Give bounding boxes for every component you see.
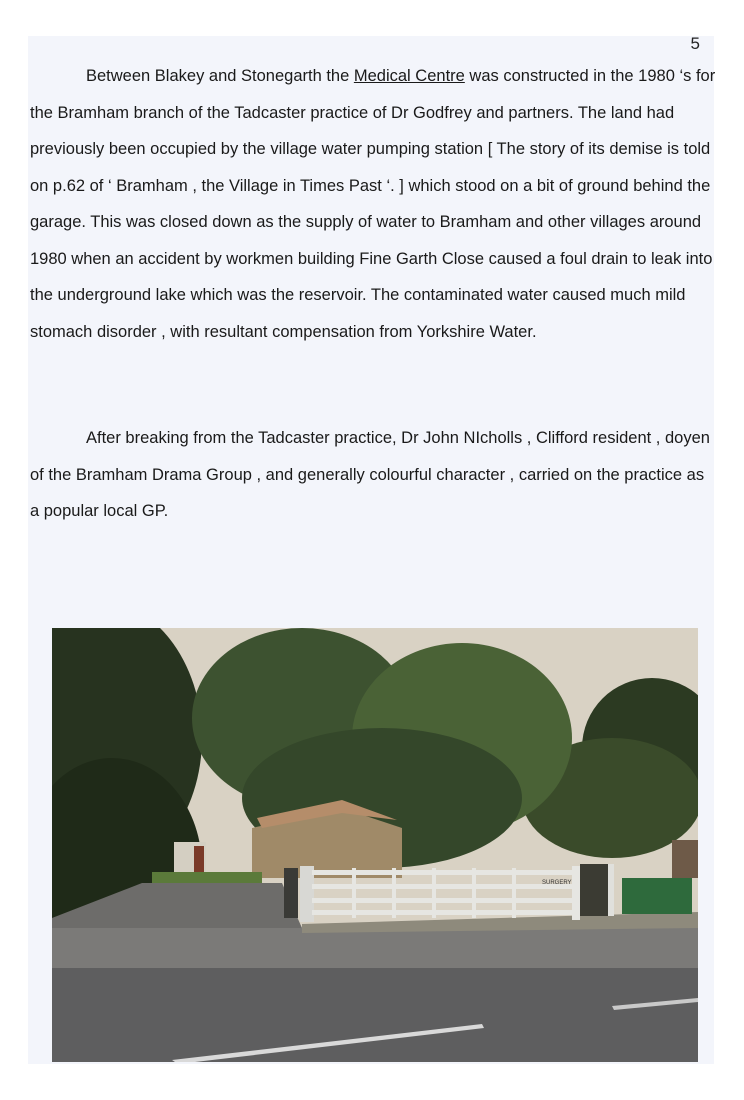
page-number: 5 bbox=[690, 34, 700, 53]
road bbox=[52, 968, 698, 1062]
brick-wall bbox=[672, 840, 698, 878]
gate-post-main bbox=[300, 866, 314, 922]
shed-door bbox=[194, 846, 204, 872]
paragraph-1-start: Between Blakey and Stonegarth the bbox=[86, 67, 354, 85]
fence-white-post bbox=[608, 864, 614, 916]
green-fence bbox=[622, 878, 692, 914]
paragraph-2-text: After breaking from the Tadcaster practice, Dr John NIcholls , Clifford resident , doyen of the Bramham Drama Group , and generally colourful character , carried on the practice as a popular local GP. bbox=[30, 429, 710, 520]
paragraph-medical-centre bbox=[30, 58, 716, 350]
paragraph-1-rest: was constructed in the 1980 ‘s for the Bramham branch of the Tadcaster practice of Dr Godfrey and partners. The land had previously been occupied by the village water pumping station [ The story of its demise is told on p.62 of ‘ Bramham , the Village in Times Past ‘. ] which stood on a bit of ground behind the garage. This was closed down as the supply of water to Bramham and other villages around 1980 when an accident by workmen building Fine Garth Close caused a foul drain to leak into the underground lake which was the reservoir. The contaminated water caused much mild stomach disorder , with resultant compensation from Yorkshire Water. bbox=[30, 67, 716, 341]
surgery-photo bbox=[52, 628, 698, 1062]
document-page bbox=[28, 36, 714, 1064]
surgery-photo-illustration bbox=[52, 628, 698, 1062]
gate-sign: SURGERY bbox=[542, 880, 572, 886]
paragraph-dr-nicholls bbox=[30, 420, 716, 530]
gate-post-left bbox=[284, 868, 298, 918]
medical-centre-link[interactable]: Medical Centre bbox=[353, 67, 465, 85]
fence-post-right bbox=[580, 864, 608, 916]
